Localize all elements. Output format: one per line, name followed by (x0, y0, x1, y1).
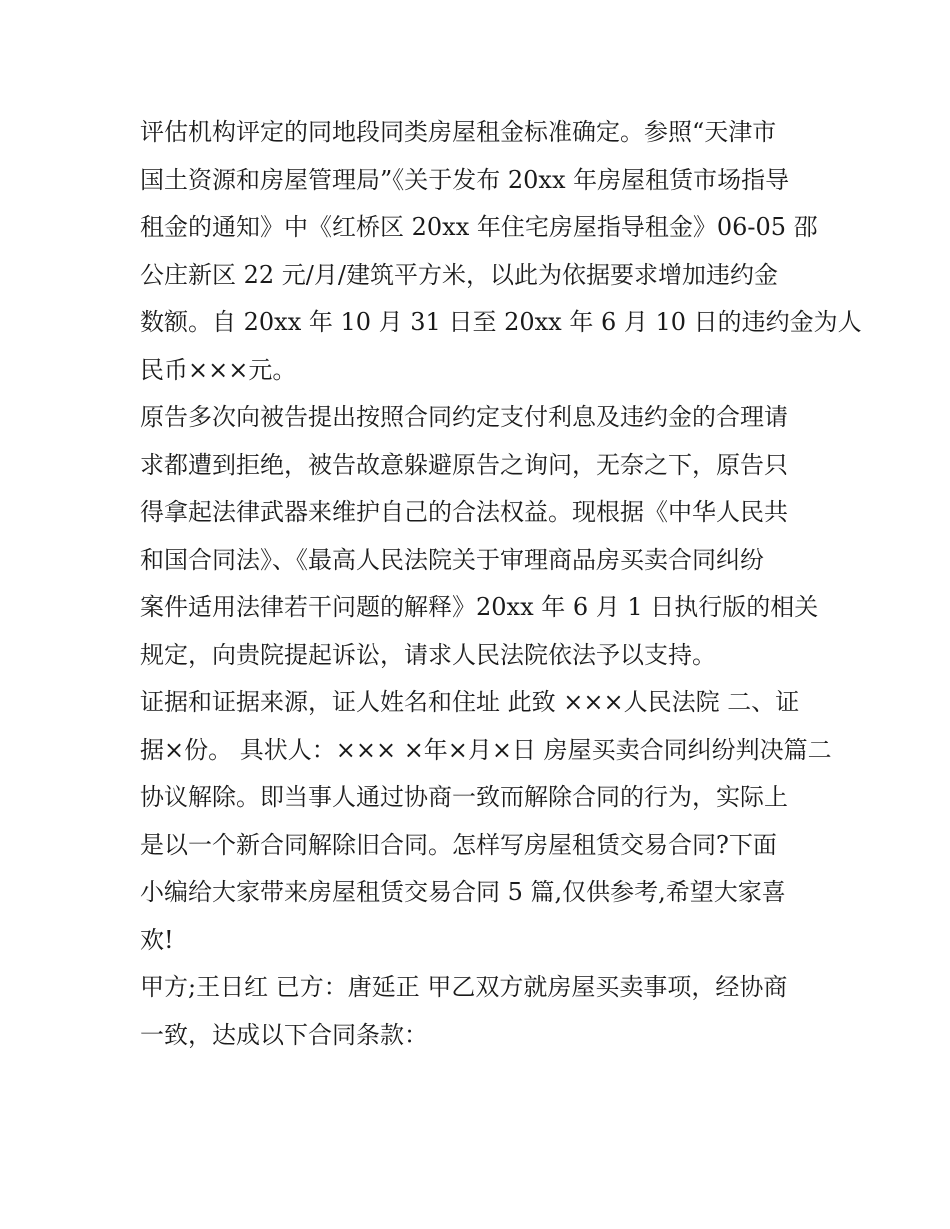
text-line: 民币×××元。 (140, 355, 297, 384)
text-line: 规定，向贵院提起诉讼，请求人民法院依法予以支持。 (140, 640, 716, 669)
paragraph-parties (140, 964, 820, 1059)
paragraph-rent-standard (140, 109, 862, 394)
text-line: 小编给大家带来房屋租赁交易合同 5 篇,仅供参考,希望大家喜 (140, 878, 786, 906)
text-line: 甲方;王日红 已方：唐延正 甲乙双方就房屋买卖事项，经协商 (140, 973, 788, 1001)
text-line: 国土资源和房屋管理局”《关于发布 20xx 年房屋租赁市场指导 (140, 165, 790, 194)
text-line: 评估机构评定的同地段同类房屋租金标准确定。参照“天津市 (140, 118, 777, 146)
text-line: 是以一个新合同解除旧合同。怎样写房屋租赁交易合同?下面 (140, 830, 777, 859)
text-line: 证据和证据来源，证人姓名和住址 此致 ×××人民法院 二、证 (140, 688, 800, 716)
text-line: 据×份。 具状人：××× ×年×月×日 房屋买卖合同纠纷判决篇二 (140, 735, 832, 764)
document-body (140, 109, 862, 1059)
text-line: 和国合同法》、《最高人民法院关于审理商品房买卖合同纠纷 (140, 545, 764, 574)
text-line: 原告多次向被告提出按照合同约定支付利息及违约金的合理请 (140, 403, 788, 431)
text-line: 得拿起法律武器来维护自己的合法权益。现根据《中华人民共 (140, 498, 788, 526)
paragraph-evidence (140, 679, 832, 964)
paragraph-plaintiff-claim (140, 394, 820, 679)
text-line: 租金的通知》中《红桥区 20xx 年住宅房屋指导租金》06-05 邵 (140, 213, 818, 241)
text-line: 协议解除。即当事人通过协商一致而解除合同的行为，实际上 (140, 783, 788, 811)
text-line: 求都遭到拒绝，被告故意躲避原告之询问，无奈之下，原告只 (140, 450, 788, 479)
text-line: 公庄新区 22 元/月/建筑平方米，以此为依据要求增加违约金 (140, 260, 778, 289)
text-line: 数额。自 20xx 年 10 月 31 日至 20xx 年 6 月 10 日的违约金为人 (140, 308, 862, 336)
text-line: 案件适用法律若干问题的解释》20xx 年 6 月 1 日执行版的相关 (140, 593, 819, 621)
text-line: 欢! (140, 925, 174, 954)
text-line: 一致，达成以下合同条款： (140, 1020, 428, 1049)
